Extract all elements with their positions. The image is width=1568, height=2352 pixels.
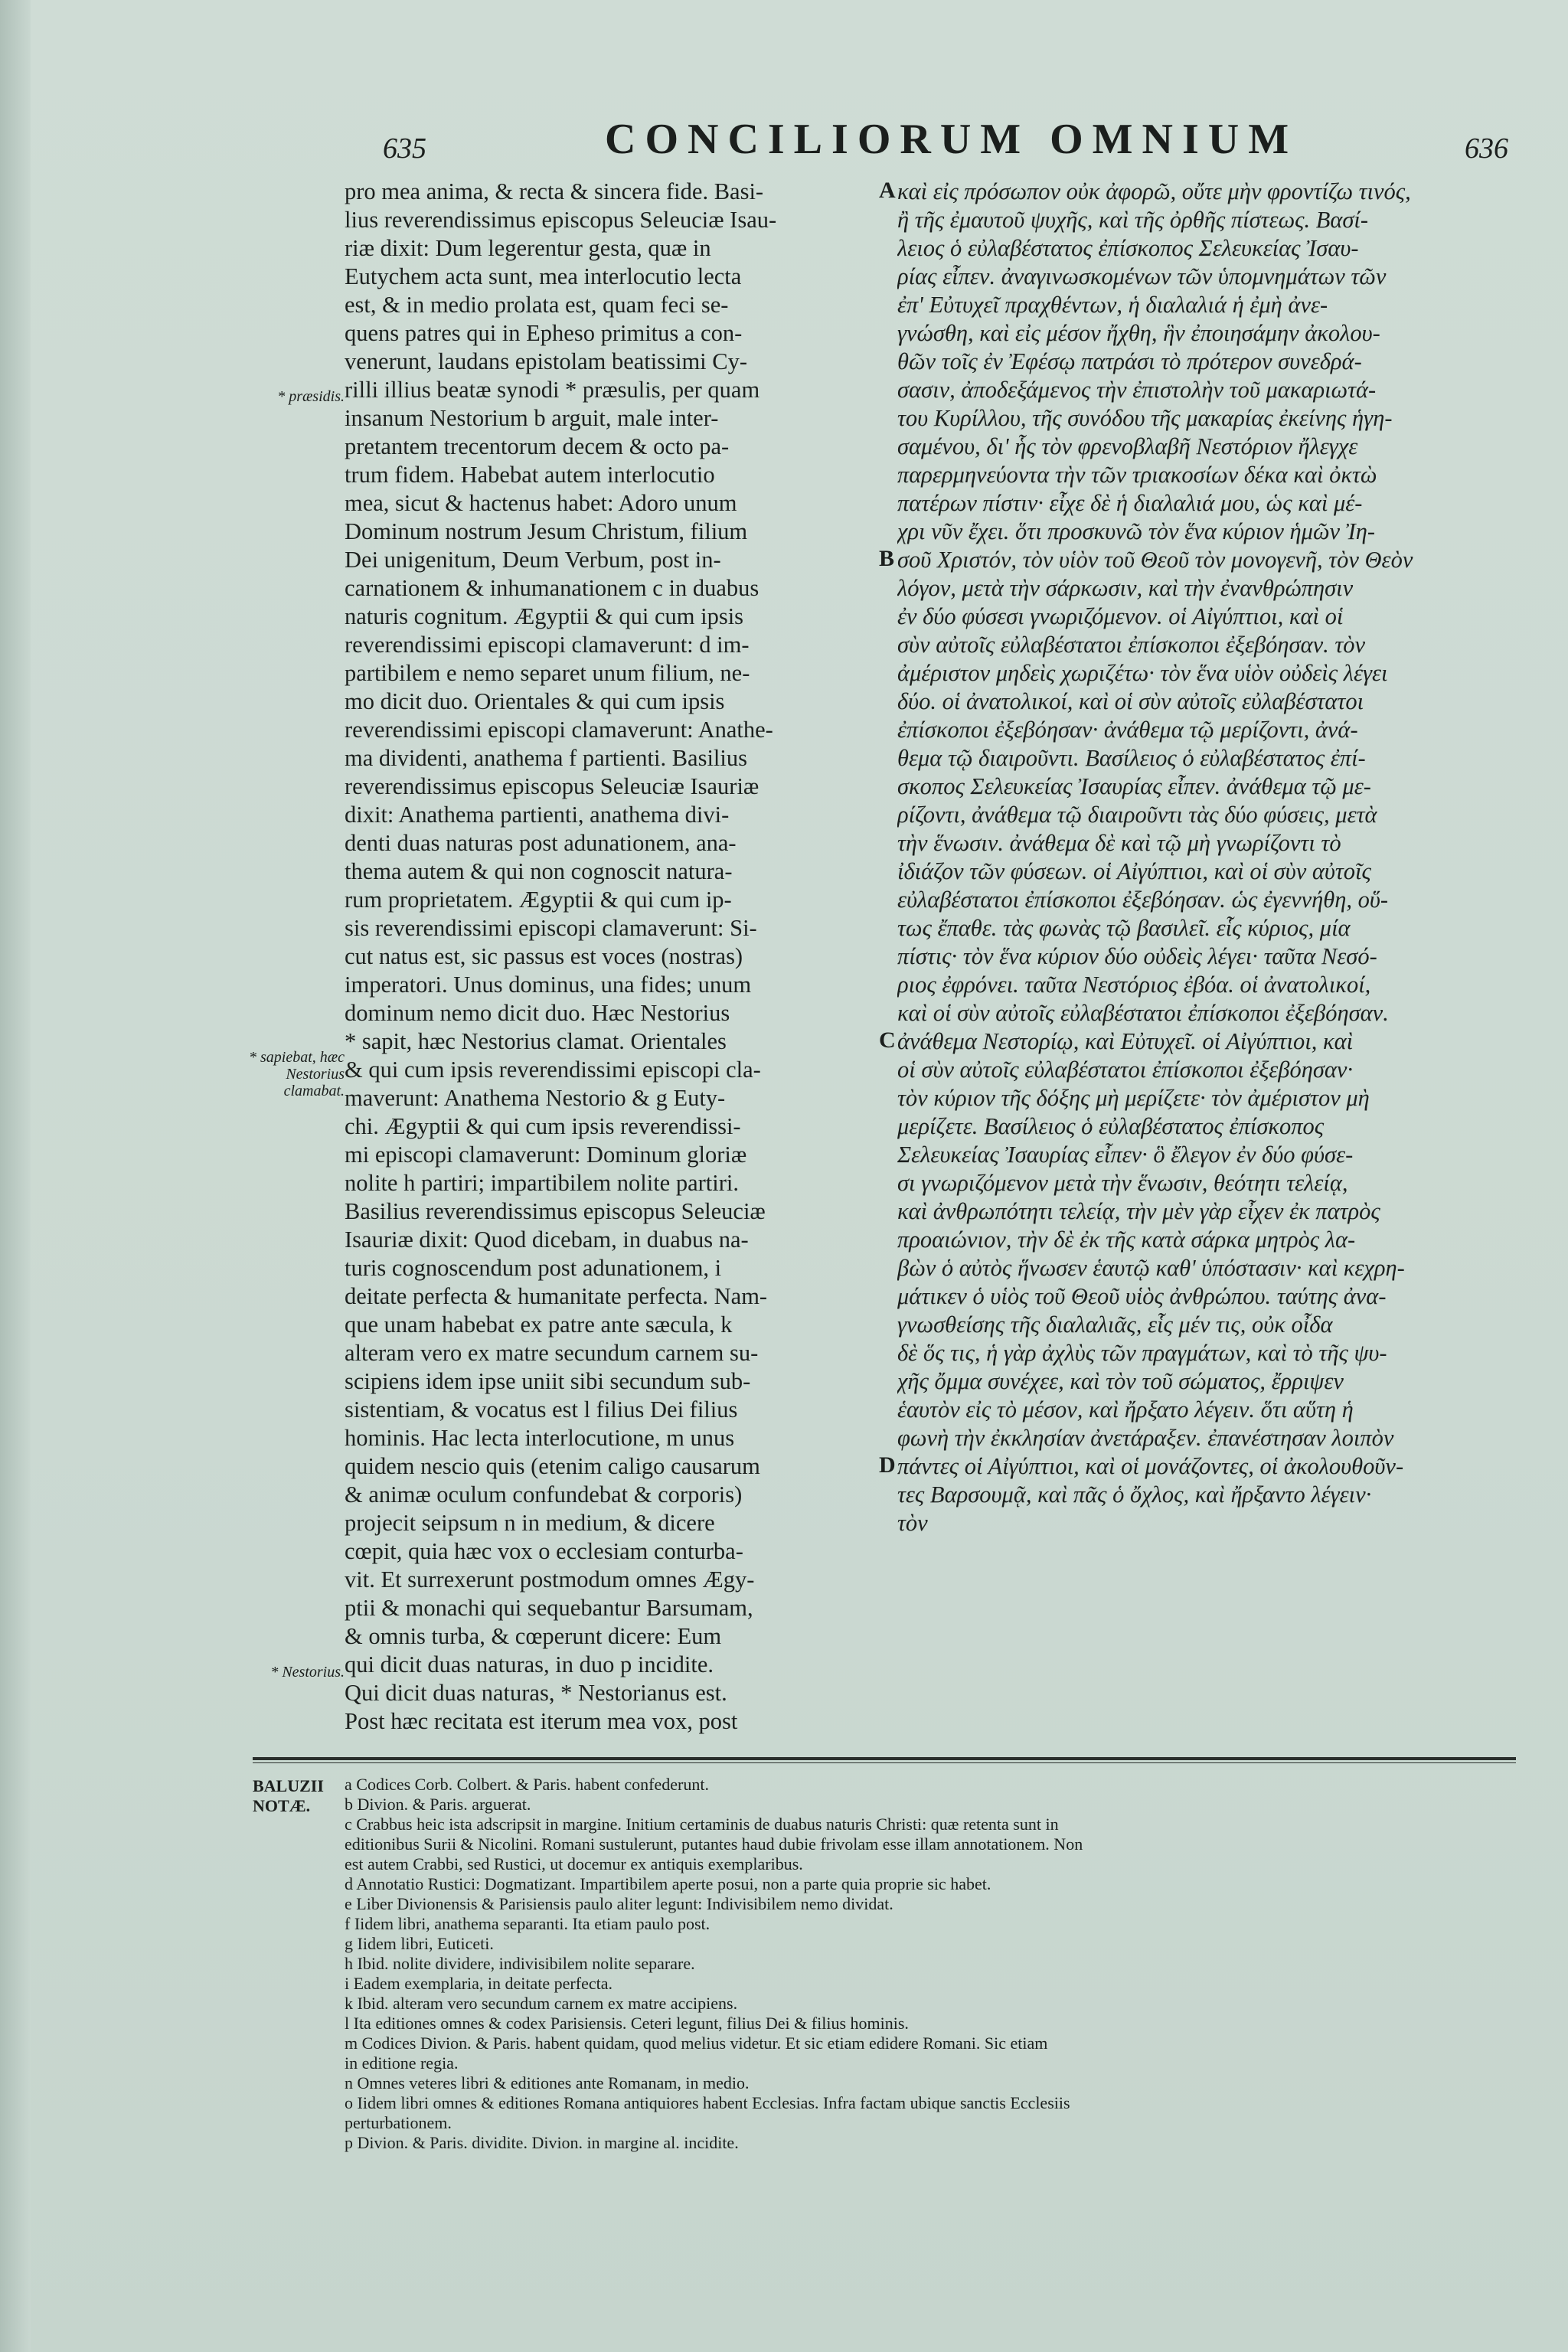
latin-text-line: pretantem trecentorum decem & octo pa- xyxy=(345,433,730,459)
latin-column xyxy=(345,178,873,1740)
latin-text-line: vit. Et surrexerunt postmodum omnes Ægy- xyxy=(345,1566,755,1592)
margin-note: * Nestorius. xyxy=(270,1664,345,1681)
latin-text-line: que unam habebat ex patre ante sæcula, k xyxy=(345,1312,733,1338)
section-letter: C xyxy=(879,1027,896,1053)
latin-text-line: dominum nemo dicit duo. Hæc Nestorius xyxy=(345,1000,730,1026)
footnote-line: editionibus Surii & Nicolini. Romani sustulerunt, putantes haud dubie frivolam esse illam annotationem. Non xyxy=(345,1834,1083,1854)
latin-text-line: thema autem & qui non cognoscit natura- xyxy=(345,858,733,884)
latin-text-line: rum proprietatem. Ægyptii & qui cum ip- xyxy=(345,887,732,913)
greek-text-line: θεμα τῷ διαιροῦντι. Βασίλειος ὁ εὐλαβέστατος ἐπί- xyxy=(897,745,1366,771)
greek-column xyxy=(897,178,1510,1740)
latin-text-line: nolite h partiri; impartibilem nolite partiri. xyxy=(345,1170,739,1196)
footnote-line: h Ibid. nolite dividere, indivisibilem nolite separare. xyxy=(345,1954,695,1973)
greek-text-line: γνωσθείσης τῆς διαλαλιᾶς, εἷς μέν τις, οὐκ οἶδα xyxy=(897,1312,1333,1338)
footnote-line: n Omnes veteres libri & editiones ante Romanam, in medio. xyxy=(345,2073,750,2092)
greek-text-line: σασιν, ἀποδεξάμενος τὴν ἐπιστολὴν τοῦ μακαριωτά- xyxy=(897,377,1377,403)
latin-text-line: cut natus est, sic passus est voces (nostras) xyxy=(345,943,743,969)
footnote-line: l Ita editiones omnes & codex Parisiensis. Ceteri legunt, filius Dei & filius hominis. xyxy=(345,2014,909,2033)
latin-text-line: & qui cum ipsis reverendissimi episcopi cla- xyxy=(345,1057,761,1083)
latin-text-line: ma dividenti, anathema f partienti. Basilius xyxy=(345,745,747,771)
greek-text-line: τὸν xyxy=(897,1510,928,1536)
greek-text-line: ρίζοντι, ἀνάθεμα τῷ διαιροῦντι τὰς δύο φύσεις, μετὰ xyxy=(897,802,1377,828)
greek-text-line: καὶ οἱ σὺν αὐτοῖς εὐλαβέστατοι ἐπίσκοποι ἐξεβόησαν. xyxy=(897,1000,1389,1026)
greek-text-line: σαμένου, δι' ἧς τὸν φρενοβλαβῆ Νεστόριον ἤλεγχε xyxy=(897,433,1358,459)
greek-text-line: λειος ὁ εὐλαβέστατος ἐπίσκοπος Σελευκείας Ἰσαυ- xyxy=(897,235,1359,261)
footnote-line: f Iidem libri, anathema separanti. Ita etiam paulo post. xyxy=(345,1914,710,1933)
latin-text-line: reverendissimi episcopi clamaverunt: d im- xyxy=(345,632,750,658)
greek-text-line: του Κυρίλλου, τῆς συνόδου τῆς μακαρίας ἐκείνης ἡγη- xyxy=(897,405,1393,431)
greek-text-line: χῆς ὄμμα συνέχεε, καὶ τὸν τοῦ σώματος, ἔρριψεν xyxy=(897,1368,1344,1394)
greek-text-line: ἢ τῆς ἐμαυτοῦ ψυχῆς, καὶ τῆς ὀρθῆς πίστεως. Βασί- xyxy=(897,207,1369,233)
greek-text-line: πατέρων πίστιν· εἶχε δὲ ἡ διαλαλιά μου, ὡς καὶ μέ- xyxy=(897,490,1363,516)
greek-text-line: πίστις· τὸν ἕνα κύριον δύο οὐδεὶς λέγει· ταῦτα Νεσό- xyxy=(897,943,1377,969)
greek-text-line: καὶ εἰς πρόσωπον οὐκ ἀφορῶ, οὔτε μὴν φροντίζω τινός, xyxy=(897,178,1411,204)
latin-text-line: quidem nescio quis (etenim caligo causarum xyxy=(345,1453,760,1479)
footnote-line: a Codices Corb. Colbert. & Paris. habent confederunt. xyxy=(345,1775,709,1794)
latin-text-line: deitate perfecta & humanitate perfecta. Nam- xyxy=(345,1283,768,1309)
greek-text-line: ἐν δύο φύσεσι γνωριζόμενον. οἱ Αἰγύπτιοι, καὶ οἱ xyxy=(897,603,1344,629)
latin-text-line: chi. Ægyptii & qui cum ipsis reverendissi- xyxy=(345,1113,741,1139)
latin-text-line: & omnis turba, & cœperunt dicere: Eum xyxy=(345,1623,722,1649)
footnote-line: m Codices Divion. & Paris. habent quidam, quod melius videtur. Et sic etiam edidere Romani. Sic etiam xyxy=(345,2034,1048,2053)
greek-text-line: εὐλαβέστατοι ἐπίσκοποι ἐξεβόησαν. ὡς ἐγεννήθη, οὕ- xyxy=(897,887,1389,913)
footnote-rule xyxy=(253,1757,1516,1760)
page-header xyxy=(375,115,1508,176)
greek-text-line: καὶ ἀνθρωπότητι τελείᾳ, τὴν μὲν γὰρ εἶχεν ἐκ πατρὸς xyxy=(897,1198,1380,1224)
running-title: CONCILIORUM OMNIUM xyxy=(605,116,1298,163)
footnote-line: in editione regia. xyxy=(345,2053,459,2073)
section-letter: A xyxy=(879,178,896,203)
latin-text-line: * sapit, hæc Nestorius clamat. Orientales xyxy=(345,1028,727,1054)
footnotes xyxy=(345,1775,1508,2153)
latin-text-line: reverendissimi episcopi clamaverunt: Anathe- xyxy=(345,717,773,743)
footnote-line: g Iidem libri, Euticeti. xyxy=(345,1934,494,1953)
greek-text-line: ἑαυτὸν εἰς τὸ μέσον, καὶ ἤρξατο λέγειν. ὅτι αὕτη ἡ xyxy=(897,1396,1354,1423)
notes-label: BALUZII NOTÆ. xyxy=(253,1776,324,1815)
section-letter: D xyxy=(879,1452,896,1478)
latin-text-line: turis cognoscendum post adunationem, i xyxy=(345,1255,722,1281)
page-number-right: 636 xyxy=(1465,132,1508,165)
greek-text-line: οἱ σὺν αὐτοῖς εὐλαβέστατοι ἐπίσκοποι ἐξεβόησαν· xyxy=(897,1057,1354,1083)
latin-text-line: partibilem e nemo separet unum filium, ne- xyxy=(345,660,750,686)
latin-text-line: insanum Nestorium b arguit, male inter- xyxy=(345,405,719,431)
margin-note: * sapiebat, hæc Nestorius clamabat. xyxy=(249,1049,345,1099)
latin-text-line: Qui dicit duas naturas, * Nestorianus est. xyxy=(345,1680,727,1706)
latin-text-line: projecit seipsum n in medium, & dicere xyxy=(345,1510,715,1536)
latin-text-line: Basilius reverendissimus episcopus Seleuciæ xyxy=(345,1198,766,1224)
footnote-line: p Divion. & Paris. dividite. Divion. in margine al. incidite. xyxy=(345,2133,739,2152)
latin-text-line: denti duas naturas post adunationem, ana- xyxy=(345,830,737,856)
greek-text-line: χρι νῦν ἔχει. ὅτι προσκυνῶ τὸν ἕνα κύριον ἡμῶν Ἰη- xyxy=(897,518,1376,544)
greek-text-line: ἀμέριστον μηδεὶς χωριζέτω· τὸν ἕνα υἱὸν οὐδεὶς λέγει xyxy=(897,660,1388,686)
latin-text-line: hominis. Hac lecta interlocutione, m unus xyxy=(345,1425,735,1451)
greek-text-line: παρερμηνεύοντα τὴν τῶν τριακοσίων δέκα καὶ ὀκτὼ xyxy=(897,462,1377,488)
greek-text-line: βὼν ὁ αὐτὸς ἥνωσεν ἑαυτῷ καθ' ὑπόστασιν· καὶ κεχρη- xyxy=(897,1255,1405,1281)
latin-text-line: quens patres qui in Epheso primitus a con- xyxy=(345,320,743,346)
latin-text-line: mo dicit duo. Orientales & qui cum ipsis xyxy=(345,688,725,714)
greek-text-line: ἀνάθεμα Νεστορίῳ, καὶ Εὐτυχεῖ. οἱ Αἰγύπτιοι, καὶ xyxy=(897,1028,1354,1054)
latin-text-line: venerunt, laudans epistolam beatissimi Cy- xyxy=(345,348,748,374)
greek-text-line: γνώσθη, καὶ εἰς μέσον ἤχθη, ἣν ἐποιησάμην ἀκολου- xyxy=(897,320,1380,346)
footnote-rule-thin xyxy=(253,1762,1516,1763)
latin-text-line: Dei unigenitum, Deum Verbum, post in- xyxy=(345,547,721,573)
latin-text-line: & animæ oculum confundebat & corporis) xyxy=(345,1481,743,1508)
footnote-line: i Eadem exemplaria, in deitate perfecta. xyxy=(345,1974,612,1993)
latin-text-line: sis reverendissimi episcopi clamaverunt: Si- xyxy=(345,915,757,941)
latin-text-line: ptii & monachi qui sequebantur Barsumam, xyxy=(345,1595,753,1621)
greek-text-line: φωνὴ τὴν ἐκκλησίαν ἀνετάραξεν. ἐπανέστησαν λοιπὸν xyxy=(897,1425,1394,1451)
greek-text-line: σι γνωριζόμενον μετὰ τὴν ἕνωσιν, θεότητι τελείᾳ, xyxy=(897,1170,1348,1196)
section-letter: B xyxy=(879,546,895,571)
footnote-line: perturbationem. xyxy=(345,2113,452,2132)
footnote-line: o Iidem libri omnes & editiones Romana antiquiores habent Ecclesias. Infra factam ubique sanctis Ecclesiis xyxy=(345,2093,1070,2112)
footnote-line: b Divion. & Paris. arguerat. xyxy=(345,1795,531,1814)
footnote-line: c Crabbus heic ista adscripsit in margine. Initium certaminis de duabus naturis Christi: quæ retenta sunt in xyxy=(345,1815,1059,1834)
latin-text-line: lius reverendissimus episcopus Seleuciæ Isau- xyxy=(345,207,777,233)
greek-text-line: ρίας εἶπεν. ἀναγινωσκομένων τῶν ὑπομνημάτων τῶν xyxy=(897,263,1387,289)
latin-text-line: rilli illius beatæ synodi * præsulis, per quam xyxy=(345,377,760,403)
latin-text-line: trum fidem. Habebat autem interlocutio xyxy=(345,462,715,488)
greek-text-line: τὸν κύριον τῆς δόξης μὴ μερίζετε· τὸν ἀμέριστον μὴ xyxy=(897,1085,1370,1111)
footnote-line: d Annotatio Rustici: Dogmatizant. Impartibilem aperte posui, non a parte quia proprie sic habet. xyxy=(345,1874,991,1893)
page-number-left: 635 xyxy=(383,132,426,165)
greek-text-line: προαιώνιον, τὴν δὲ ἐκ τῆς κατὰ σάρκα μητρὸς λα- xyxy=(897,1227,1356,1253)
greek-text-line: μάτικεν ὁ υἱὸς τοῦ Θεοῦ υἱὸς ἀνθρώπου. ταύτης ἀνα- xyxy=(897,1283,1387,1309)
book-gutter xyxy=(0,0,31,2352)
greek-text-line: Σελευκείας Ἰσαυρίας εἶπεν· ὃ ἔλεγον ἐν δύο φύσε- xyxy=(897,1142,1354,1168)
greek-text-line: δύο. οἱ ἀνατολικοί, καὶ οἱ σὺν αὐτοῖς εὐλαβέστατοι xyxy=(897,688,1364,714)
greek-text-line: δὲ ὅς τις, ἡ γὰρ ἀχλὺς τῶν πραγμάτων, καὶ τὸ τῆς ψυ- xyxy=(897,1340,1387,1366)
latin-text-line: naturis cognitum. Ægyptii & qui cum ipsis xyxy=(345,603,744,629)
greek-text-line: σὺν αὐτοῖς εὐλαβέστατοι ἐπίσκοποι ἐξεβόησαν. τὸν xyxy=(897,632,1366,658)
greek-text-line: ριος ἐφρόνει. ταῦτα Νεστόριος ἐβόα. οἱ ἀνατολικοί, xyxy=(897,972,1371,998)
greek-text-line: θῶν τοῖς ἐν Ἐφέσῳ πατράσι τὸ πρότερον συνεδρά- xyxy=(897,348,1362,374)
latin-text-line: riæ dixit: Dum legerentur gesta, quæ in xyxy=(345,235,711,261)
margin-note: * præsidis. xyxy=(277,388,345,405)
greek-text-line: σκοπος Σελευκείας Ἰσαυρίας εἶπεν. ἀνάθεμα τῷ με- xyxy=(897,773,1371,799)
latin-text-line: cœpit, quia hæc vox o ecclesiam conturba- xyxy=(345,1538,743,1564)
greek-text-line: λόγον, μετὰ τὴν σάρκωσιν, καὶ τὴν ἐνανθρώπησιν xyxy=(897,575,1354,601)
latin-text-line: imperatori. Unus dominus, una fides; unum xyxy=(345,972,752,998)
greek-text-line: ἐπίσκοποι ἐξεβόησαν· ἀνάθεμα τῷ μερίζοντι, ἀνά- xyxy=(897,717,1358,743)
latin-text-line: maverunt: Anathema Nestorio & g Euty- xyxy=(345,1085,726,1111)
greek-text-line: μερίζετε. Βασίλειος ὁ εὐλαβέστατος ἐπίσκοπος xyxy=(897,1113,1325,1139)
latin-text-line: reverendissimus episcopus Seleuciæ Isauriæ xyxy=(345,773,760,799)
latin-text-line: carnationem & inhumanationem c in duabus xyxy=(345,575,760,601)
latin-text-line: pro mea anima, & recta & sincera fide. Basi- xyxy=(345,178,764,204)
greek-text-line: τως ἔπαθε. τὰς φωνὰς τῷ βασιλεῖ. εἷς κύριος, μία xyxy=(897,915,1351,941)
latin-text-line: alteram vero ex matre secundum carnem su- xyxy=(345,1340,759,1366)
greek-text-line: ἐπ' Εὐτυχεῖ πραχθέντων, ἡ διαλαλιά ἡ ἐμὴ ἀνε- xyxy=(897,292,1328,318)
footnote-line: k Ibid. alteram vero secundum carnem ex matre accipiens. xyxy=(345,1994,738,2013)
greek-text-line: πάντες οἱ Αἰγύπτιοι, καὶ οἱ μονάζοντες, οἱ ἀκολουθοῦν- xyxy=(897,1453,1404,1479)
footnote-line: e Liber Divionensis & Parisiensis paulo aliter legunt: Indivisibilem nemo dividat. xyxy=(345,1894,893,1913)
latin-text-line: scipiens idem ipse uniit sibi secundum sub- xyxy=(345,1368,751,1394)
latin-text-line: mi episcopi clamaverunt: Dominum gloriæ xyxy=(345,1142,747,1168)
latin-text-line: Eutychem acta sunt, mea interlocutio lecta xyxy=(345,263,742,289)
greek-text-line: ἰδιάζον τῶν φύσεων. οἱ Αἰγύπτιοι, καὶ οἱ σὺν αὐτοῖς xyxy=(897,858,1371,884)
greek-text-line: τὴν ἕνωσιν. ἀνάθεμα δὲ καὶ τῷ μὴ γνωρίζοντι τὸ xyxy=(897,830,1341,856)
latin-text-line: est, & in medio prolata est, quam feci se- xyxy=(345,292,729,318)
latin-text-line: dixit: Anathema partienti, anathema divi- xyxy=(345,802,730,828)
latin-text-line: Post hæc recitata est iterum mea vox, post xyxy=(345,1708,738,1734)
greek-text-line: τες Βαρσουμᾷ, καὶ πᾶς ὁ ὄχλος, καὶ ἤρξαντο λέγειν· xyxy=(897,1481,1372,1508)
latin-text-line: sistentiam, & vocatus est l filius Dei filius xyxy=(345,1396,738,1423)
latin-text-line: Dominum nostrum Jesum Christum, filium xyxy=(345,518,748,544)
latin-text-line: qui dicit duas naturas, in duo p incidite. xyxy=(345,1651,714,1677)
footnote-line: est autem Crabbi, sed Rustici, ut docemur ex antiquis exemplaribus. xyxy=(345,1854,803,1873)
latin-text-line: Isauriæ dixit: Quod dicebam, in duabus na- xyxy=(345,1227,749,1253)
greek-text-line: σοῦ Χριστόν, τὸν υἱὸν τοῦ Θεοῦ τὸν μονογενῆ, τὸν Θεὸν xyxy=(897,547,1413,573)
latin-text-line: mea, sicut & hactenus habet: Adoro unum xyxy=(345,490,737,516)
